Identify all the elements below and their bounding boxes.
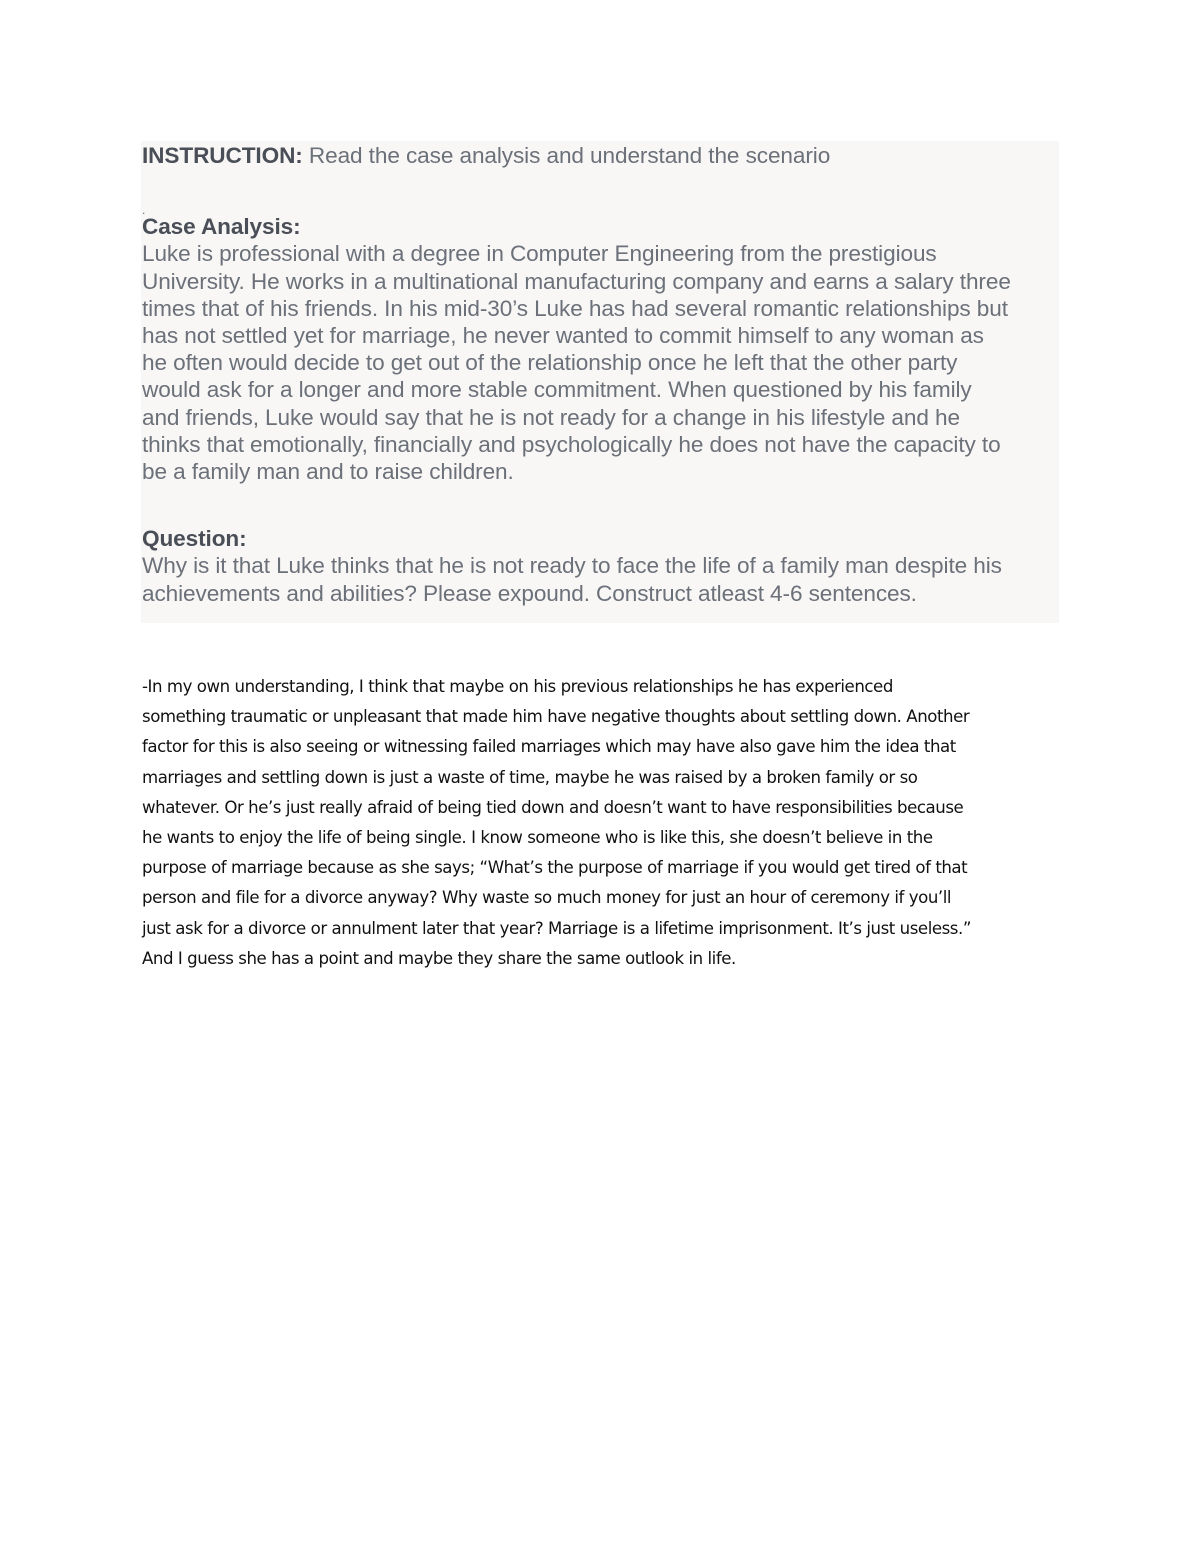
question-line: achievements and abilities? Please expound. Construct atleast 4-6 sentences.: [142, 580, 917, 606]
case-block: [142, 142, 1062, 607]
case-line: Luke is professional with a degree in Computer Engineering from the prestigious: [142, 241, 937, 267]
answer-paragraph: [142, 672, 1067, 974]
answer-line: marriages and settling down is just a waste of time, maybe he was raised by a broken family or so: [142, 767, 918, 787]
case-line: be a family man and to raise children.: [142, 459, 514, 485]
case-heading: Case Analysis:: [142, 214, 301, 240]
instruction-text: Read the case analysis and understand the scenario: [302, 143, 831, 168]
answer-line: just ask for a divorce or annulment later that year? Marriage is a lifetime imprisonment. It’s just useless.”: [142, 918, 971, 938]
answer-line: something traumatic or unpleasant that made him have negative thoughts about settling down. Another: [142, 707, 970, 727]
answer-line: purpose of marriage because as she says; “What’s the purpose of marriage if you would get tired of that: [142, 858, 968, 878]
answer-line: And I guess she has a point and maybe they share the same outlook in life.: [142, 948, 736, 968]
case-line: University. He works in a multinational manufacturing company and earns a salary three: [142, 268, 1011, 294]
case-line: would ask for a longer and more stable commitment. When questioned by his family: [142, 377, 972, 403]
instruction-label: INSTRUCTION:: [142, 143, 303, 168]
answer-line: factor for this is also seeing or witnessing failed marriages which may have also gave him the idea that: [142, 737, 956, 757]
answer-line: whatever. Or he’s just really afraid of being tied down and doesn’t want to have responsibilities because: [142, 797, 964, 817]
case-line: has not settled yet for marriage, he never wanted to commit himself to any woman as: [142, 323, 984, 349]
case-line: he often would decide to get out of the relationship once he left that the other party: [142, 350, 958, 376]
spacer: [142, 169, 1062, 183]
instruction-line: [142, 142, 1062, 169]
answer-line: person and file for a divorce anyway? Why waste so much money for just an hour of ceremony if you’ll: [142, 888, 952, 908]
separator-dot: .: [142, 203, 146, 218]
case-line: thinks that emotionally, financially and psychologically he does not have the capacity to: [142, 431, 1001, 457]
question-line: Why is it that Luke thinks that he is not ready to face the life of a family man despite his: [142, 553, 1002, 579]
answer-line: -In my own understanding, I think that maybe on his previous relationships he has experienced: [142, 677, 893, 696]
case-line: and friends, Luke would say that he is not ready for a change in his lifestyle and he: [142, 404, 960, 430]
case-line: times that of his friends. In his mid-30’s Luke has had several romantic relationships but: [142, 295, 1008, 321]
question-heading: Question:: [142, 526, 247, 552]
spacer: [142, 485, 1062, 525]
answer-line: he wants to enjoy the life of being single. I know someone who is like this, she doesn’t believe in the: [142, 828, 933, 848]
